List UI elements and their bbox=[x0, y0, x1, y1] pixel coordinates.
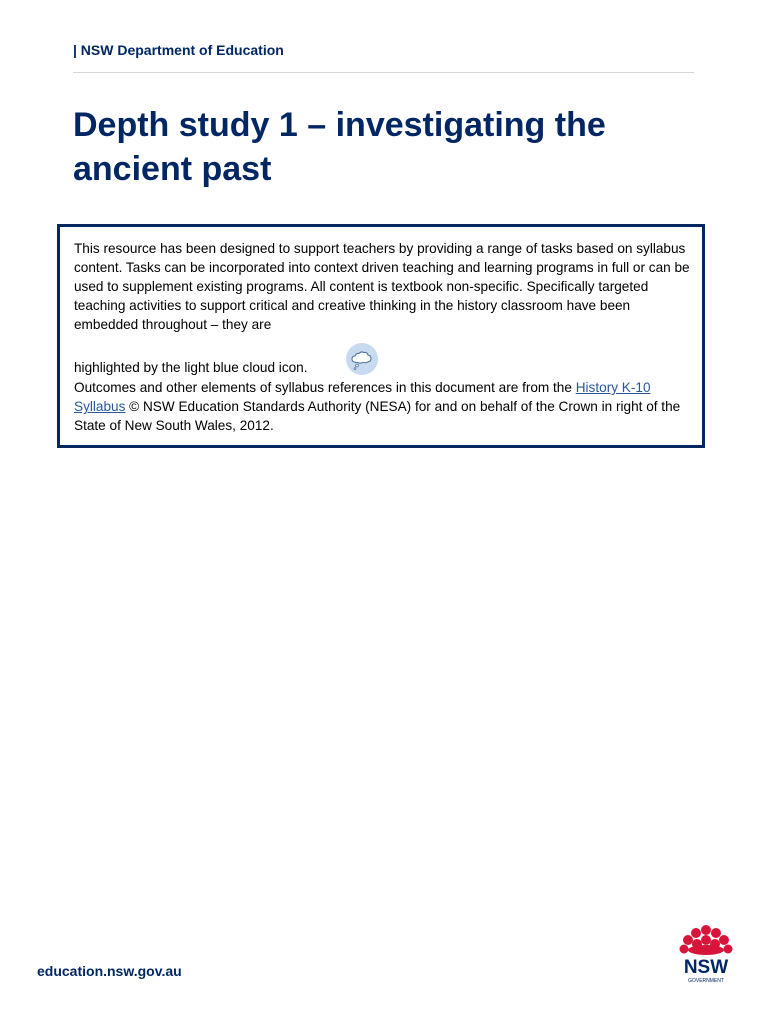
footer-url: education.nsw.gov.au bbox=[37, 963, 182, 979]
thought-cloud-icon bbox=[346, 343, 378, 375]
cloud-icon-line bbox=[74, 334, 694, 374]
cloud-icon-caption: highlighted by the light blue cloud icon. bbox=[74, 360, 308, 375]
department-header: | NSW Department of Education bbox=[73, 42, 284, 58]
outcomes-paragraph bbox=[74, 378, 694, 435]
outcomes-text-start: Outcomes and other elements of syllabus references in this document are from the bbox=[74, 380, 576, 395]
svg-text:NSW: NSW bbox=[683, 957, 729, 978]
page-title: Depth study 1 – investigating the ancient past bbox=[73, 106, 606, 188]
svg-text:GOVERNMENT: GOVERNMENT bbox=[688, 978, 724, 984]
header-divider bbox=[73, 72, 694, 73]
outcomes-text-end: © NSW Education Standards Authority (NESA) for and on behalf of the Crown in right of the State of New South Wales, 2012. bbox=[74, 399, 681, 433]
intro-paragraph: This resource has been designed to support teachers by providing a range of tasks based on syllabus content. Tasks can be incorporated into context driven teaching and learning programs in full or can be used to supplement existing programs. All content is textbook non-specific. Specifically targeted teaching activities to support critical and creative thinking in the history classroom have been embedded throughout – they are bbox=[74, 241, 690, 332]
info-box bbox=[57, 224, 705, 448]
nsw-government-logo bbox=[676, 922, 736, 986]
info-box-content bbox=[74, 239, 694, 435]
history-syllabus-link[interactable]: History K-10 Syllabus bbox=[74, 380, 651, 414]
